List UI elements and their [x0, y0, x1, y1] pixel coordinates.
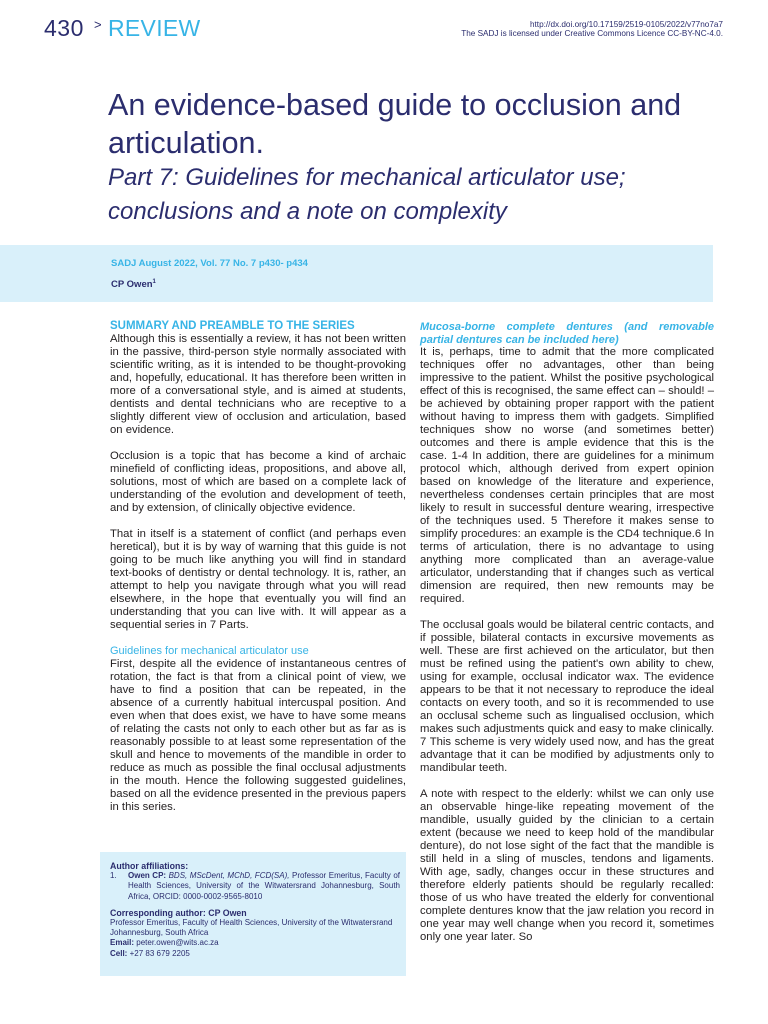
citation: SADJ August 2022, Vol. 77 No. 7 p430- p434 — [111, 258, 308, 269]
affiliation-text — [128, 871, 400, 902]
paragraph: It is, perhaps, time to admit that the more complicated techniques offer no advantages, other than being impressive to the patient. Whilst the positive psychological effect of this is recognised, the same effect can – should! – be achieved by obtaining proper rapport with the patient without having to impress them with gadgets. Simplified techniques show no worse (and sometimes better) outcomes and there is ample evidence that this is the case. 1-4 In addition, there are guidelines for a minimum protocol which, although derived from expert opinion based on knowledge of the literature and experience, nevertheless condenses certain principles that are most likely to result in successful denture wearing, irrespective of the techniques used. 5 Therefore it makes sense to simplify procedures: an example is the CD4 technique.6 In terms of articulation, there is no advantage to using anything more complicated than an average-value articulator, understanding that if changes such as vertical dimension are required, then new remounts may be required. — [420, 346, 714, 605]
affiliation-number: 1. — [110, 871, 117, 881]
affiliation-item — [110, 871, 400, 902]
affiliations-label: Author affiliations: — [110, 861, 189, 871]
article-title: An evidence-based guide to occlusion and articulation. — [108, 88, 682, 160]
affiliation-detail: Professor Emeritus, Faculty of Health Sciences, University of the Witwatersrand Johannesburg, South Africa, ORCID: 0000-0002-9565-8010 — [128, 871, 400, 901]
subheading: Guidelines for mechanical articulator use — [110, 645, 309, 657]
corresponding-text: Professor Emeritus, Faculty of Health Sciences, University of the Witwatersrand Johannesburg, South Africa — [110, 918, 393, 938]
paragraph: First, despite all the evidence of instantaneous centres of rotation, the fact is that from a clinical point of view, we have to find a position that can be repeated, in the absence of a currently habitual intercuspal position. And even when that does exist, we have to have some means of relating the casts not only to each other but as far as is reasonably possible to at least some representation of the skull and hence to movements of the mandible in order to reduce as much as possible the final occlusal adjustments in the mouth. Hence the following suggested guidelines, based on all the evidence presented in the previous papers in this series. — [110, 658, 406, 813]
paragraph: The occlusal goals would be bilateral centric contacts, and if possible, bilateral contacts in excursive movements as well. These are first achieved on the articulator, but then must be refined using the patient's own ability to chew, using for example, occlusal indicator wax. The evidence appears to be that it not necessary to reproduce the ideal contacts on every tooth, and so it is recommended to use an occlusal scheme such as lingualised occlusion, which makes such adjustments quick and easy to make clinically. 7 This scheme is very widely used now, and has the great advantage that it can be modified by adjustments only to mandibular teeth. — [420, 619, 714, 774]
email-link[interactable]: peter.owen@wits.ac.za — [136, 938, 219, 948]
affiliation-degrees: BDS, MScDent, MChD, FCD(SA), — [168, 871, 290, 881]
paragraph: Occlusion is a topic that has become a kind of archaic minefield of conflicting ideas, propositions, and above all, solutions, most of which are based on a complete lack of understanding of the evolution and development of teeth, and by extension, of clinically objective evidence. — [110, 450, 406, 514]
left-column — [110, 320, 406, 814]
email-line — [110, 938, 400, 948]
affiliation-name: Owen CP: — [128, 871, 167, 881]
license-text: The SADJ is licensed under Creative Commons Licence CC-BY-NC-4.0. — [461, 29, 723, 39]
page-number: 430 — [44, 15, 84, 41]
cell-label: Cell: — [110, 948, 128, 958]
section-heading: SUMMARY AND PREAMBLE TO THE SERIES — [110, 320, 355, 332]
chevron-right-icon: > — [94, 17, 102, 32]
doi-link[interactable]: http://dx.doi.org/10.17159/2519-0105/2022/v77no7a7 — [529, 20, 723, 29]
email-label: Email: — [110, 938, 135, 948]
right-column — [420, 321, 714, 944]
paragraph: A note with respect to the elderly: whilst we can only use an observable hinge-like repeating movement of the mandible, usually guided by the clinician to a certain extent (because we need to keep hold of the mandibular denture), do not lose sight of the fact that the mandible is still held in a sling of muscles, tendons and ligaments. With age, sadly, changes occur in these structures and therefore elderly patients should be regularly recalled: those of us who have treated the elderly for conventional complete dentures know that the jaw relation you record in one year may well change when you record it, sometimes only one year later. So — [420, 788, 714, 943]
citation-band — [0, 245, 713, 302]
subheading-italic: Mucosa-borne complete dentures (and removable partial dentures can be included here) — [420, 321, 714, 346]
author-line — [111, 279, 156, 290]
paragraph: That in itself is a statement of conflict (and perhaps even heretical), but it is by way of warning that this guide is not going to be much like anything you will find in standard text-books of dentistry or dental technology. It is, rather, an attempt to help you navigate through what you will read elsewhere, in the hope that eventually you will find an understanding that you can live with. It will appear as a sequential series in 7 Parts. — [110, 528, 406, 631]
section-label: REVIEW — [108, 15, 201, 41]
cell-number: +27 83 679 2205 — [129, 948, 190, 958]
cell-line — [110, 949, 400, 959]
doi-block — [461, 20, 723, 39]
paragraph: Although this is essentially a review, it has not been written in the passive, third-person style normally associated with scientific writing, as it is intended to be thought-provoking and, hopefully, educational. It has therefore been written in more of a conversational style, and is aimed at students, dentists and dental technicians who are receptive to a slightly different view of occlusion and articulation, based on evidence. — [110, 333, 406, 436]
article-subtitle: Part 7: Guidelines for mechanical articulator use; conclusions and a note on complexity — [108, 164, 626, 225]
author-name: CP Owen — [111, 279, 153, 291]
author-superscript: 1 — [152, 279, 156, 285]
affiliations-box — [100, 852, 406, 976]
corresponding-label: Corresponding author: CP Owen — [110, 907, 247, 918]
